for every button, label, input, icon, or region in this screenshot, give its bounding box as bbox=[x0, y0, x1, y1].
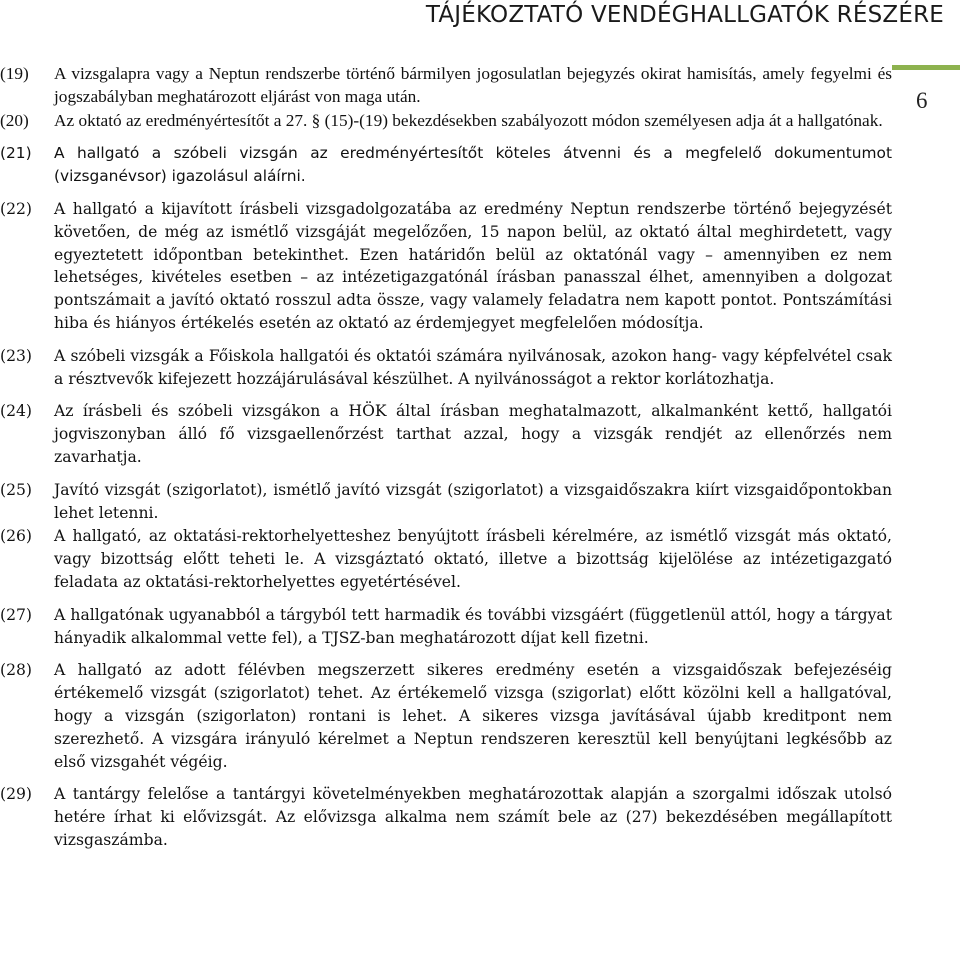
paragraph-25 bbox=[0, 479, 892, 525]
paragraph-number: (26) bbox=[0, 527, 33, 546]
paragraph-text: A hallgatónak ugyanabból a tárgyból tett harmadik és további vizsgáért (függetlenül attól, hogy a tárgyat hányadik alkalommal vette fel), a TJSZ-ban meghatározott díjat kell fizetni. bbox=[54, 605, 892, 647]
paragraph-number: (25) bbox=[0, 480, 33, 499]
paragraph-number: (22) bbox=[0, 199, 33, 218]
paragraph-text: A tantárgy felelőse a tantárgyi követelményekben meghatározottak alapján a szorgalmi időszak utolsó hetére írhat ki elővizsgát. Az elővizsga alkalma nem számít bele az (27) bekezdésében megállapított vizsgaszámba. bbox=[54, 785, 892, 849]
paragraph-28 bbox=[0, 659, 892, 773]
paragraph-text: Az oktató az eredményértesítőt a 27. § (15)-(19) bekezdésekben szabályozott módon személyesen adja át a hallgatónak. bbox=[54, 110, 883, 130]
paragraph-number: (28) bbox=[0, 661, 33, 680]
paragraph-text: Az írásbeli és szóbeli vizsgákon a HÖK által írásban meghatalmazott, alkalmanként kettő, hallgatói jogviszonyban álló fő vizsgaellenőrzést tarthat azzal, hogy a vizsgák rendjét az ellenőrzés nem zavarhatja. bbox=[54, 402, 892, 466]
page-number: 6 bbox=[916, 88, 928, 113]
paragraph-21 bbox=[0, 142, 892, 188]
document-header-title: TÁJÉKOZTATÓ VENDÉGHALLGATÓK RÉSZÉRE bbox=[425, 2, 944, 28]
paragraph-text: A szóbeli vizsgák a Főiskola hallgatói és oktatói számára nyilvánosak, azokon hang- vagy képfelvétel csak a résztvevők kifejezett hozzájárulásával készülhet. A nyilvánosságot a rektor korlátozhatja. bbox=[54, 346, 892, 388]
paragraph-number: (23) bbox=[0, 346, 33, 365]
paragraph-23 bbox=[0, 345, 892, 391]
paragraph-24 bbox=[0, 400, 892, 468]
paragraph-number: (20) bbox=[0, 110, 29, 130]
paragraph-text: A hallgató a szóbeli vizsgán az eredményértesítőt köteles átvenni és a megfelelő dokumentumot (vizsganévsor) igazolásul aláírni. bbox=[54, 144, 892, 186]
paragraph-text: A vizsgalapra vagy a Neptun rendszerbe történő bármilyen jogosulatlan bejegyzés okirat hamisítás, amely fegyelmi és jogszabályban meghatározott eljárást von maga után. bbox=[54, 64, 892, 106]
paragraph-text: A hallgató, az oktatási-rektorhelyetteshez benyújtott írásbeli kérelmére, az ismétlő vizsgát más oktató, vagy bizottság előtt teheti le. A vizsgáztató oktató, illetve a bizottság kijelölése az intézetigazgató feladata az oktatási-rektorhelyettes egyetértésével. bbox=[54, 527, 892, 591]
paragraph-22 bbox=[0, 198, 892, 335]
paragraph-20 bbox=[0, 110, 892, 133]
paragraph-number: (19) bbox=[0, 64, 29, 83]
paragraph-text: Javító vizsgát (szigorlatot), ismétlő javító vizsgát (szigorlatot) a vizsgaidőszakra kiírt vizsgaidőpontokban lehet letenni. bbox=[54, 480, 892, 522]
paragraph-number: (29) bbox=[0, 785, 33, 804]
header-accent-bar bbox=[892, 65, 960, 70]
paragraph-19 bbox=[0, 63, 892, 109]
paragraph-text: A hallgató a kijavított írásbeli vizsgadolgozatába az eredmény Neptun rendszerbe történő bejegyzését követően, de még az ismétlő vizsgáját megelőzően, 15 napon belül, az oktató által meghirdetett, vagy egyeztetett időpontban betekinthet. Ezen határidőn belül az oktatónál vagy – amennyiben ez nem lehetséges, kivételes esetben – az intézetigazgatónál írásban panasszal élhet, amennyiben a dolgozat pontszámait a javító oktató rosszul adta össze, vagy valamely feladatra nem kapott pontot. Pontszámítási hiba és hiányos értékelés esetén az oktató az érdemjegyet megfelelően módosítja. bbox=[54, 199, 892, 332]
paragraph-number: (24) bbox=[0, 402, 33, 421]
paragraph-number: (21) bbox=[0, 144, 32, 163]
paragraph-27 bbox=[0, 604, 892, 650]
paragraph-26 bbox=[0, 525, 892, 593]
document-body bbox=[0, 63, 892, 862]
paragraph-29 bbox=[0, 783, 892, 851]
paragraph-text: A hallgató az adott félévben megszerzett sikeres eredmény esetén a vizsgaidőszak befejezéséig értékemelő vizsgát (szigorlatot) tehet. Az értékemelő vizsga (szigorlat) előtt közölni kell a hallgatóval, hogy a vizsgán (szigorlaton) rontani is lehet. A sikeres vizsga javításával újabb kreditpont nem szerezhető. A vizsgára irányuló kérelmet a Neptun rendszeren keresztül kell benyújtani legkésőbb az első vizsgahét végéig. bbox=[54, 661, 892, 771]
paragraph-number: (27) bbox=[0, 605, 33, 624]
